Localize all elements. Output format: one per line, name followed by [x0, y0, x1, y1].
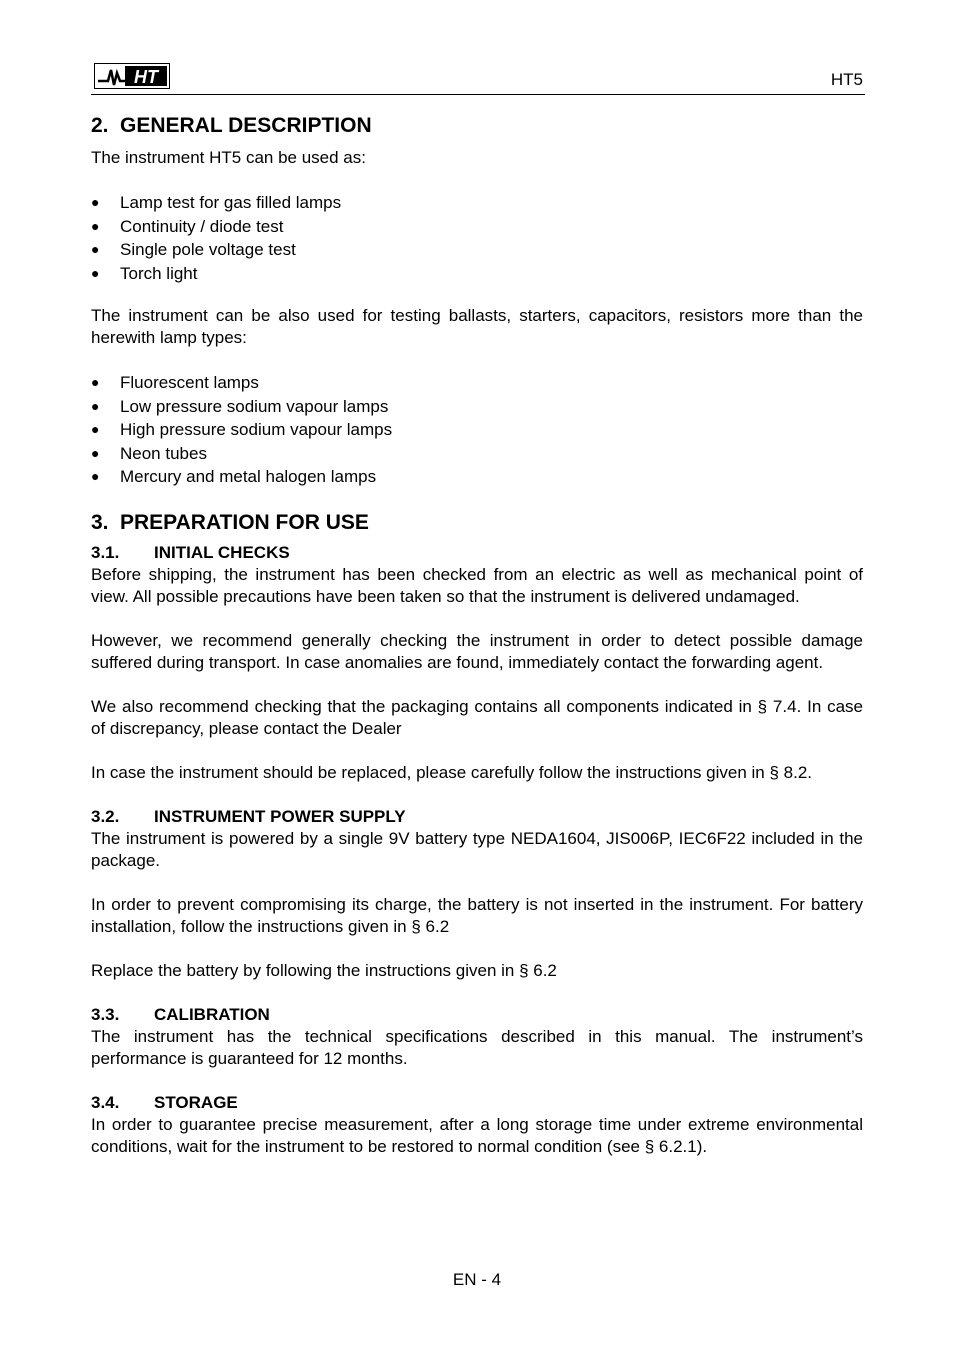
subsection-heading: 3.4. STORAGE: [91, 1092, 238, 1112]
list-item: ● Continuity / diode test: [91, 216, 284, 236]
list-item: ● Torch light: [91, 263, 198, 283]
page-header: [91, 62, 865, 95]
page-number: EN - 4: [452, 1270, 502, 1289]
list-item: ● Lamp test for gas filled lamps: [91, 193, 342, 212]
paragraph: The instrument can be also used for testing ballasts, starters, capacitors, resistors more than the herewith lamp types:: [91, 306, 863, 347]
paragraph: The instrument HT5 can be used as:: [91, 148, 366, 167]
list-item: ● Low pressure sodium vapour lamps: [91, 396, 389, 416]
list-item: ● High pressure sodium vapour lamps: [91, 420, 393, 439]
paragraph: The instrument is powered by a single 9V battery type NEDA1604, JIS006P, IEC6F22 included in the package.: [91, 828, 863, 870]
paragraph: The instrument has the technical specifications described in this manual. The instrument’s performance is guaranteed for 12 months.: [91, 1026, 863, 1068]
section-heading: 2. GENERAL DESCRIPTION: [91, 114, 372, 137]
paragraph: In order to guarantee precise measurement, after a long storage time under extreme environmental conditions, wait for the instrument to be restored to normal condition (see § 6.2.1).: [91, 1114, 863, 1156]
paragraph: However, we recommend generally checking the instrument in order to detect possible damage suffered during transport. In case anomalies are found, immediately contact the forwarding agent.: [91, 630, 863, 672]
logo-text: HT: [134, 67, 158, 87]
ht-logo: [94, 63, 170, 89]
paragraph: In order to prevent compromising its charge, the battery is not inserted in the instrument. For battery installation, follow the instructions given in § 6.2: [91, 894, 863, 936]
document-body: [91, 112, 863, 1158]
list-item: ● Single pole voltage test: [91, 240, 296, 259]
list-item: ● Neon tubes: [91, 443, 207, 463]
paragraph: We also recommend checking that the packaging contains all components indicated in § 7.4. In case of discrepancy, please contact the Dealer: [91, 696, 863, 738]
subsection-heading: 3.3. CALIBRATION: [91, 1004, 270, 1024]
list-item: ● Fluorescent lamps: [91, 373, 259, 392]
paragraph: In case the instrument should be replaced, please carefully follow the instructions given in § 8.2.: [91, 762, 813, 782]
paragraph: Before shipping, the instrument has been checked from an electric as well as mechanical point of view. All possible precautions have been taken so that the instrument is delivered undamaged.: [91, 564, 863, 606]
paragraph: Replace the battery by following the instructions given in § 6.2: [91, 960, 557, 980]
subsection-heading: 3.2. INSTRUMENT POWER SUPPLY: [91, 806, 406, 826]
lamps-list: [91, 371, 863, 489]
uses-list: [91, 191, 863, 285]
list-item: ● Mercury and metal halogen lamps: [91, 467, 377, 486]
model-name: HT5: [830, 70, 863, 89]
section-heading: 3. PREPARATION FOR USE: [91, 510, 369, 534]
subsection-heading: 3.1. INITIAL CHECKS: [91, 542, 290, 562]
